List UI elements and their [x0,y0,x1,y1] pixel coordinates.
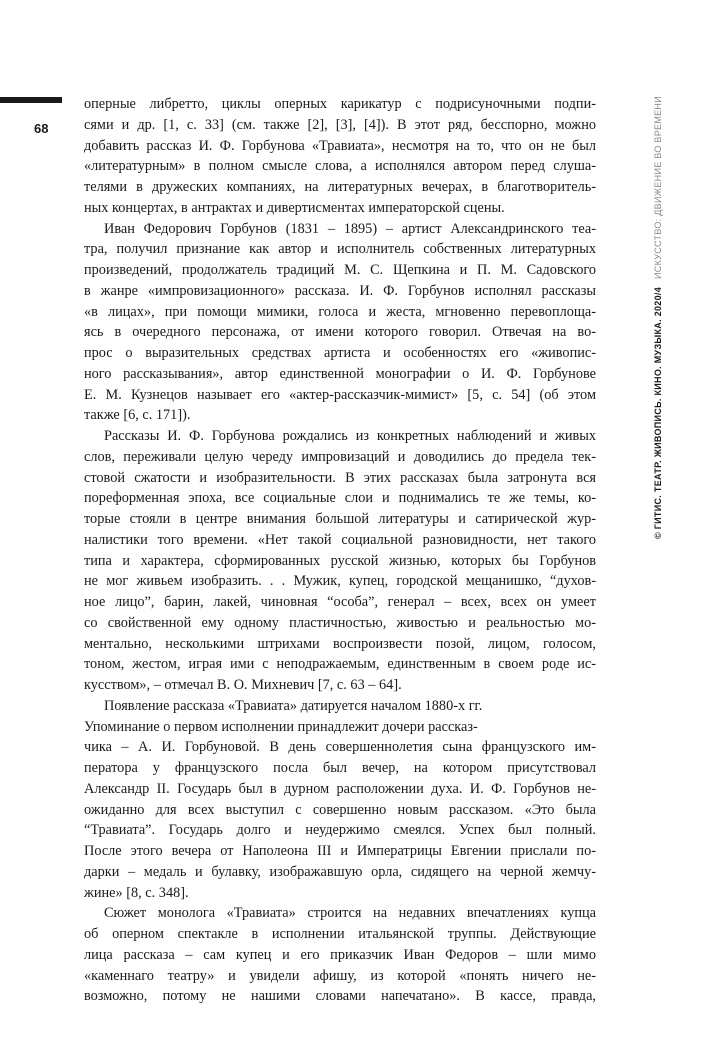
text-line: Е. М. Кузнецов называет его «актер-рассказчик-мимист» [5, с. 54] (об этом [84,386,596,403]
text-line: торые стояли в центре внимания большой литературы и сатирической жур- [84,511,596,527]
text-line: не мог живьем изобразить. . . Мужик, купец, городской мещанишко, “духов- [84,573,596,590]
text-line: в жанре «импровизационного» рассказа. И. Ф. Горбунов исполнял рассказы [84,282,596,299]
text-line: «в лицах», при помощи мимики, голоса и жеста, мгновенно перевоплоща- [84,303,596,320]
text-line: возможно, потому не нашими словами напечатано». В кассе, правда, [84,988,596,1005]
text-line: Александр II. Государь был в дурном расположении духа. И. Ф. Горбунов не- [84,780,596,797]
text-line: произведений, продолжатель традиций М. С. Щепкина и П. М. Садовского [84,262,596,278]
text-line: Появление рассказа «Травиата» датируется началом 1880-х гг. [104,697,483,714]
page-edge-marker [0,97,62,103]
section-title: ИСКУССТВО: ДВИЖЕНИЕ ВО ВРЕМЕНИ [653,96,663,279]
text-line: кусством», – отмечал В. О. Михневич [7, с. 63 – 64]. [84,677,402,693]
journal-title: © ГИТИС. ТЕАТР. ЖИВОПИСЬ. КИНО. МУЗЫКА. 2020/4 [653,286,663,539]
text-line: стовой сжатости и изобразительности. В этих рассказах была затронута вся [84,469,596,486]
text-line: оперные либретто, циклы оперных карикатур с подрисуночными подпи- [84,96,596,112]
text-line: ожиданно для всех выступил с совершенно новым рассказом. «Это была [84,801,596,818]
text-line: Рассказы И. Ф. Горбунова рождались из конкретных наблюдений и живых [104,428,596,444]
text-line: ясь в очередного персонажа, от имени которого говорил. Отвечая на во- [84,324,596,341]
text-line: Иван Федорович Горбунов (1831 – 1895) – артист Александринского теа- [104,220,596,237]
text-line: со свойственной ему одному пластичностью, живостью и реальностью мо- [84,614,596,631]
running-header [637,96,667,1016]
text-line: тра, получил признание как автор и исполнитель собственных литературных [84,241,596,258]
text-line: пореформенная эпоха, все социальные слои и поднимались те же темы, ко- [84,490,596,507]
text-line: лица рассказа – сам купец и его приказчик Иван Федоров – шли мимо [84,946,596,963]
article-body [84,94,596,1007]
text-line: об оперном спектакле в исполнении итальянской труппы. Действующие [84,926,596,942]
text-line: жине» [8, с. 348]. [84,884,189,901]
text-line: ного рассказывания», автор единственной монографии о И. Ф. Горбунове [84,365,596,382]
text-line: “Травиата”. Государь долго и неудержимо смеялся. Успех был полный. [84,822,596,839]
text-line: ное лицо”, барин, лакей, чиновная “особа”, генерал – всех, всех он умеет [84,594,596,610]
text-line: также [6, с. 171]). [84,407,191,424]
text-line: ператора у французского посла был вечер, на котором присутствовал [84,760,596,776]
page-number: 68 [34,121,49,136]
text-line: типа и характера, сформированных русской жизнью, которых бы Горбунов [84,552,596,569]
text-line: слов, переживали целую череду импровизаций и доводились до предела тек- [84,448,596,465]
text-line: «каменнаго театру» и увидели афишу, из которой «понять ничего не- [84,967,596,984]
text-line: добавить рассказ И. Ф. Горбунова «Травиата», несмотря на то, что он не был [84,137,596,154]
text-line: тоном, жестом, играя ими с неподражаемым, единственным в своем роде ис- [84,656,596,673]
text-line: сями и др. [1, с. 33] (см. также [2], [3], [4]). В этот ряд, бесспорно, можно [84,116,596,133]
text-line: ментально, несколькими штрихами воспроизвести позой, лицом, голосом, [84,635,596,652]
text-line: После этого вечера от Наполеона III и Императрицы Евгении прислали по- [84,843,596,859]
text-line: дарки – медаль и булавку, изображавшую орла, сидящего на черной жемчу- [84,863,596,880]
running-header-text [643,96,673,1016]
text-line: телями в дружеских компаниях, на литературных вечерах, в благотворитель- [84,179,596,195]
text-line: «литературным» в полном смысле слова, а исполнялся автором перед слуша- [84,158,596,175]
text-line: налистики того времени. «Нет такой социальной разновидности, нет такого [84,531,596,548]
text-line: Сюжет монолога «Травиата» строится на недавних впечатлениях купца [104,905,596,922]
text-line: прос о выразительных средствах артиста и особенностях его «живопис- [84,345,596,361]
text-line: ных концертах, в антрактах и дивертисментах императорской сцены. [84,199,505,216]
text-line: чика – А. И. Горбуновой. В день совершеннолетия сына французского им- [84,739,596,756]
text-line: Упоминание о первом исполнении принадлежит дочери рассказ- [84,718,478,735]
